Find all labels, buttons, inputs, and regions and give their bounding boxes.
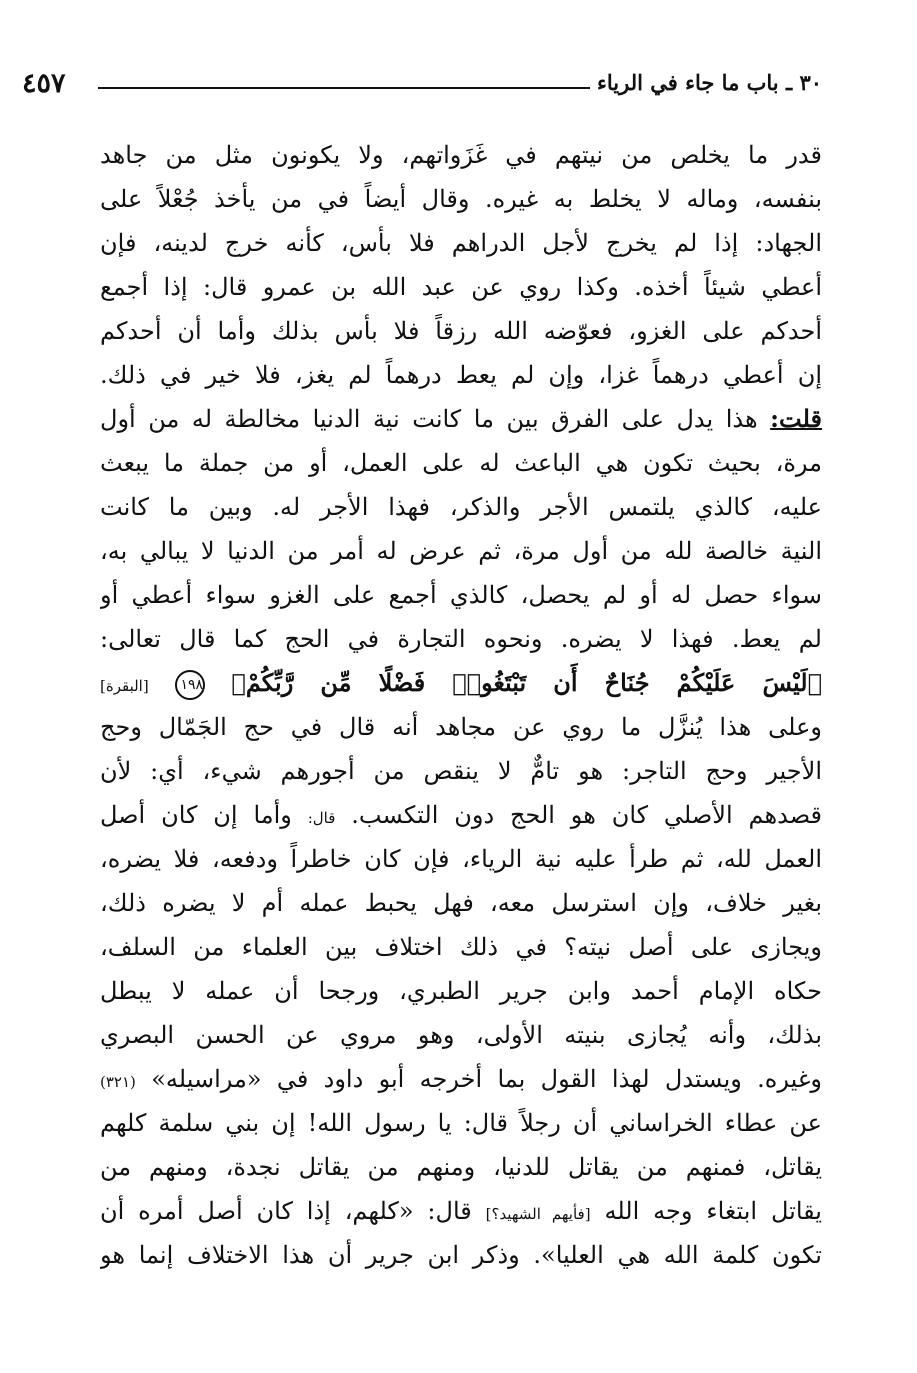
text-line: قدر ما يخلص من نيتهم في غَزَواتهم، ولا يكونون مثل من جاهد — [100, 141, 822, 169]
page-header — [22, 62, 822, 102]
surah-reference: [البقرة] — [100, 677, 149, 695]
hadith-number: (٣٢١) — [100, 1073, 136, 1091]
text-line: بذلك، وأنه يُجازى بنيته الأولى، وهو مروي عن الحسن البصري — [100, 1021, 822, 1049]
text-line: أحدكم على الغزو، فعوّضه الله رزقاً فلا بأس بذلك وأما أن أحدكم — [100, 317, 822, 345]
text-line: مرة، بحيث تكون هي الباعث له على العمل، أو من جملة ما يبعث — [100, 449, 822, 477]
text-line: تكون كلمة الله هي العليا». وذكر ابن جرير أن هذا الاختلاف إنما هو — [100, 1241, 822, 1269]
text-line: بغير خلاف، وإن استرسل معه، فهل يحبط عمله أم لا يضره ذلك، — [100, 889, 822, 917]
chapter-title: ٣٠ ـ باب ما جاء في الرياء — [597, 70, 822, 95]
text-line: وعلى هذا يُنزَّل ما روي عن مجاهد أنه قال في حج الجَمّال وحج — [100, 713, 822, 741]
text-line: وغيره. ويستدل لهذا القول بما أخرجه أبو داود في «مراسيله» (٣٢١) — [100, 1065, 822, 1093]
text-line: لم يعط. فهذا لا يضره. ونحوه التجارة في الحج كما قال تعالى: — [100, 625, 822, 653]
text-line: بنفسه، وماله لا يخلط به غيره. وقال أيضاً في من يأخذ جُعْلاً على — [100, 185, 822, 213]
text-line: حكاه الإمام أحمد وابن جرير الطبري، ورجحا أن عمله لا يبطل — [100, 977, 822, 1005]
text-line: الجهاد: إذا لم يخرج لأجل الدراهم فلا بأس، كأنه خرج لدينه، فإن — [100, 229, 822, 257]
header-rule — [98, 87, 590, 89]
text-line: ويجازى على أصل نيته؟ في ذلك اختلاف بين العلماء من السلف، — [100, 933, 822, 961]
text-line: الأجير وحج التاجر: هو تامٌّ لا ينقص من أجورهم شيء، أي: لأن — [100, 757, 822, 785]
body-text — [100, 133, 822, 1277]
verse-number-marker: ١٩٨ — [175, 670, 205, 700]
text-line: قصدهم الأصلي كان هو الحج دون التكسب. قال: وأما إن كان أصل — [100, 801, 822, 829]
text-line: عن عطاء الخراساني أن رجلاً قال: يا رسول الله! إن بني سلمة كلهم — [100, 1109, 822, 1137]
text-line: أعطي شيئاً أخذه. وكذا روي عن عبد الله بن عمرو قال: إذا أجمع — [100, 273, 822, 301]
quran-verse: ﴿لَيْسَ عَلَيْكُمْ جُنَاحٌ أَن تَبْتَغُوا۟ فَضْلًا مِّن رَّبِّكُمْ﴾ — [231, 668, 822, 697]
quran-verse-line — [100, 661, 822, 705]
text-line: سواء حصل له أو لم يحصل، كالذي أجمع على الغزو سواء أعطي أو — [100, 581, 822, 609]
text-line: إن أعطي درهماً غزا، وإن لم يعط درهماً لم يغز، فلا خير في ذلك. — [100, 361, 822, 389]
text-line: النية خالصة لله من أول مرة، ثم عرض له أمر من الدنيا لا يبالي به، — [100, 537, 822, 565]
text-line: يقاتل ابتغاء وجه الله [فأيهم الشهيد؟] قال: «كلهم، إذا كان أصل أمره أن — [100, 1197, 822, 1225]
bracket-note: [فأيهم الشهيد؟] — [485, 1205, 591, 1223]
qal-label: قال: — [307, 809, 336, 827]
text-line: العمل لله، ثم طرأ عليه نية الرياء، فإن كان خاطراً ودفعه، فلا يضره، — [100, 845, 822, 873]
text-line: قلت: هذا يدل على الفرق بين ما كانت نية الدنيا مخالطة له من أول — [100, 404, 822, 433]
text-line: يقاتل، فمنهم من يقاتل للدنيا، ومنهم من يقاتل نجدة، ومنهم من — [100, 1153, 822, 1181]
page-number: ٤٥٧ — [22, 68, 66, 99]
text-line: عليه، كالذي يلتمس الأجر والذكر، فهذا الأجر له. وبين ما كانت — [100, 493, 822, 521]
qult-label: قلت: — [770, 404, 822, 433]
